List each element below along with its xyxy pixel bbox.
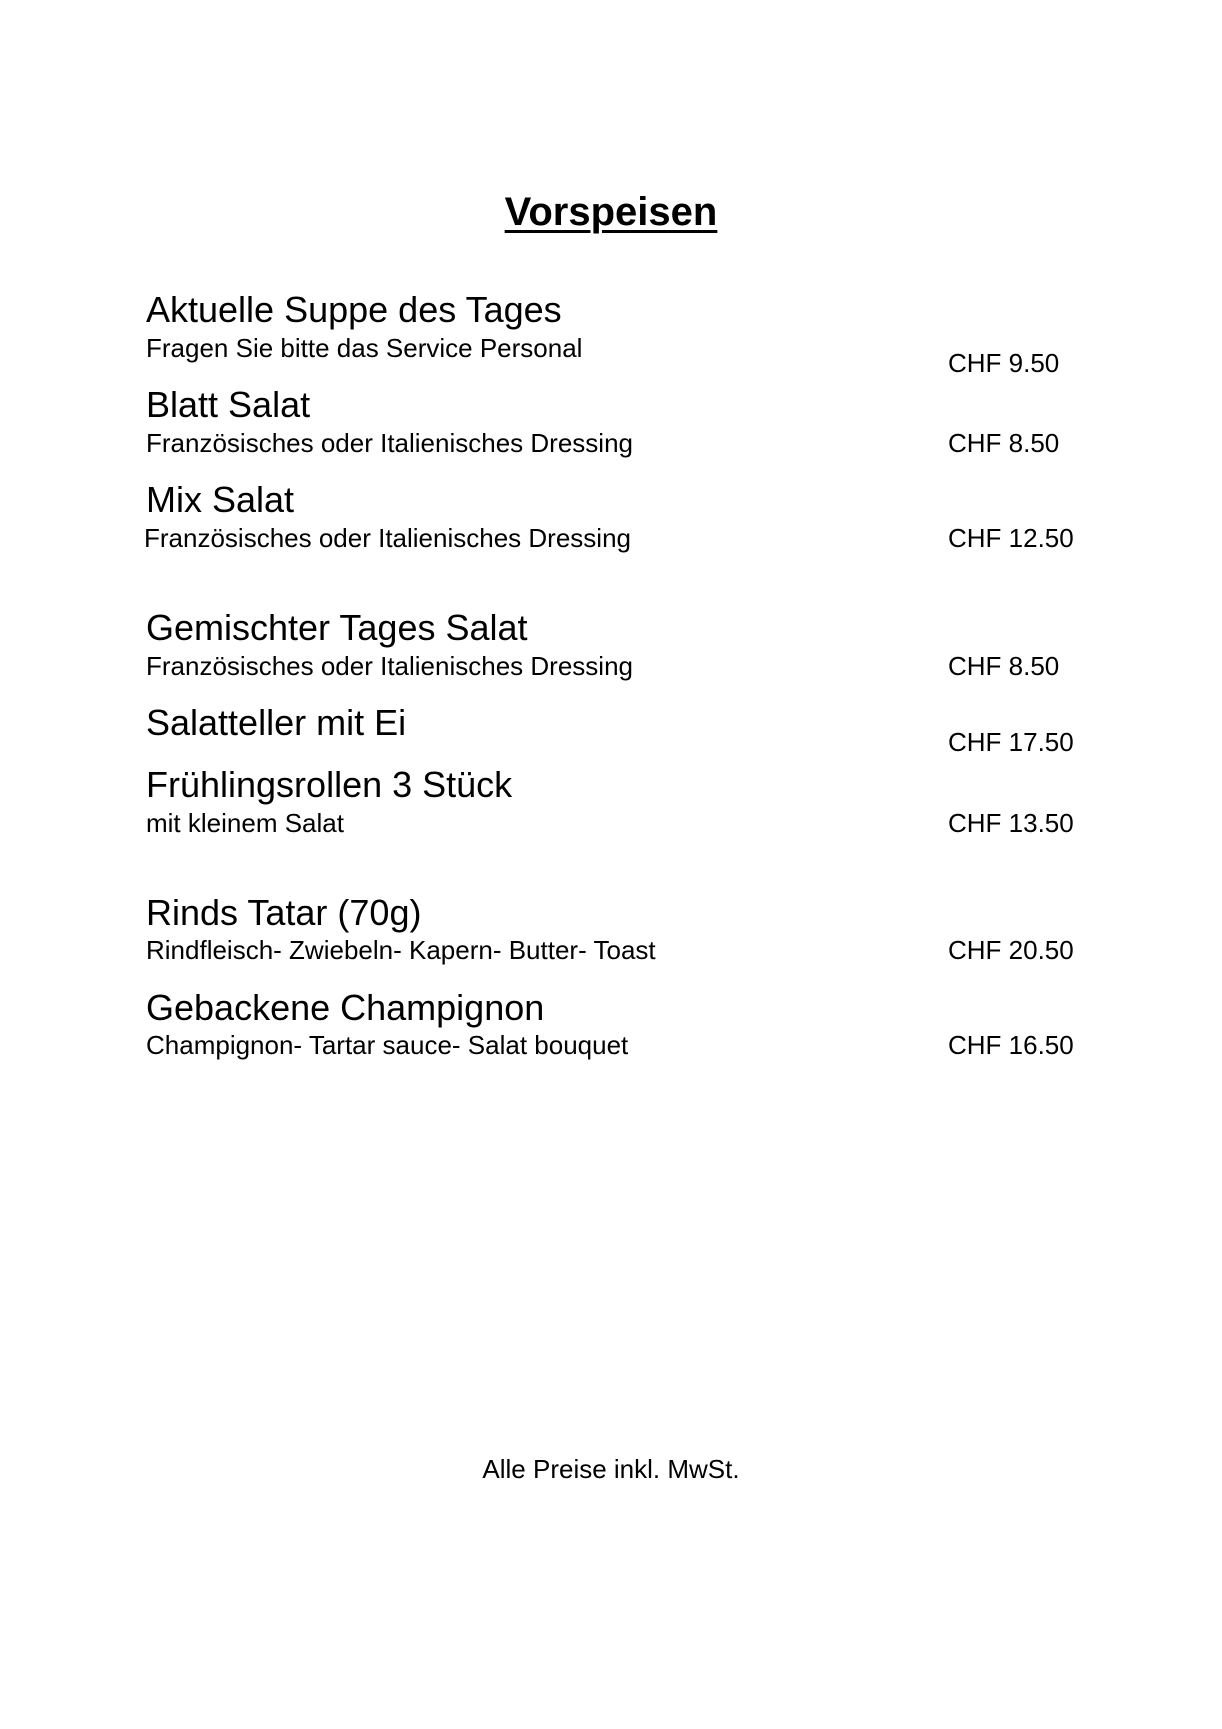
menu-item-description: Rindfleisch- Zwiebeln- Kapern- Butter- Toast — [146, 935, 656, 965]
menu-item-name: Gemischter Tages Salat — [146, 607, 528, 648]
menu-item-price: CHF 16.50 — [948, 1030, 1074, 1060]
menu-item-price: CHF 13.50 — [948, 808, 1074, 838]
menu-item-price: CHF 20.50 — [948, 935, 1074, 965]
menu-item-description: mit kleinem Salat — [146, 808, 344, 838]
menu-item-price: CHF 12.50 — [948, 523, 1074, 553]
menu-item-name: Aktuelle Suppe des Tages — [146, 289, 562, 330]
page-title: Vorspeisen — [504, 190, 718, 234]
price-note-footer: Alle Preise inkl. MwSt. — [482, 1454, 740, 1484]
menu-item-description: Champignon- Tartar sauce- Salat bouquet — [146, 1030, 629, 1060]
menu-item-description: Fragen Sie bitte das Service Personal — [146, 333, 583, 363]
menu-item-name: Frühlingsrollen 3 Stück — [146, 764, 513, 805]
menu-item-price: CHF 9.50 — [948, 348, 1060, 378]
menu-item-description: Französisches oder Italienisches Dressing — [146, 651, 633, 681]
menu-item-name: Gebackene Champignon — [146, 987, 545, 1028]
menu-item-name: Salatteller mit Ei — [146, 702, 407, 743]
menu-item-price: CHF 17.50 — [948, 727, 1074, 757]
menu-item-name: Blatt Salat — [146, 384, 311, 425]
menu-item-name: Rinds Tatar (70g) — [146, 892, 422, 933]
menu-item-price: CHF 8.50 — [948, 651, 1060, 681]
menu-item-description: Französisches oder Italienisches Dressing — [144, 523, 631, 553]
menu-item-price: CHF 8.50 — [948, 428, 1060, 458]
menu-item-name: Mix Salat — [146, 479, 295, 520]
menu-item-description: Französisches oder Italienisches Dressing — [146, 428, 633, 458]
